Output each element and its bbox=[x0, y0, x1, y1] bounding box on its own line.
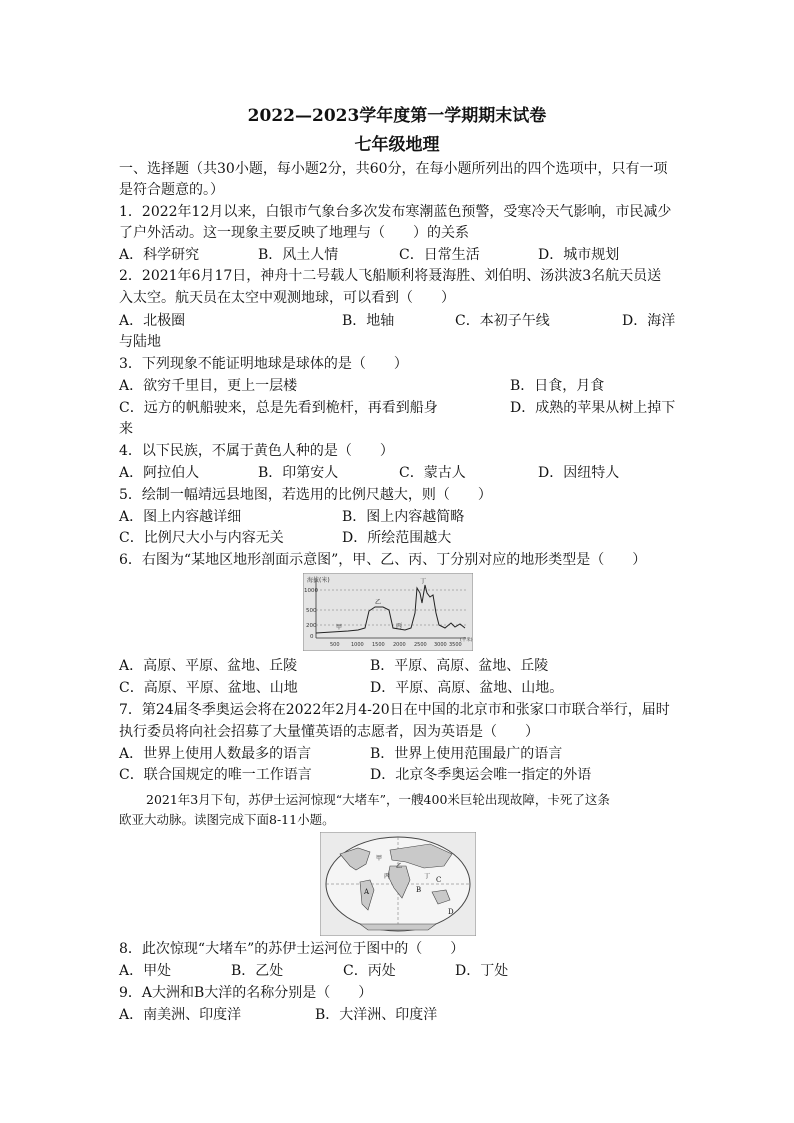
antarctica-shape bbox=[360, 924, 436, 930]
profile-xtick-500: 500 bbox=[330, 642, 340, 648]
q5-option-a[interactable]: A．图上内容越详细 bbox=[119, 509, 242, 525]
question-7-line-2: 执行委员将向社会招募了大量懂英语的志愿者，因为英语是（ ） bbox=[119, 724, 539, 740]
question-8-line-1: 8．此次惊现“大堵车”的苏伊士运河位于图中的（ ） bbox=[119, 941, 465, 957]
q6-option-b[interactable]: B．平原、高原、盆地、丘陵 bbox=[370, 658, 549, 674]
q7-option-d[interactable]: D．北京冬季奥运会唯一指定的外语 bbox=[370, 767, 592, 783]
q2-option-d-continued: 与陆地 bbox=[119, 334, 161, 350]
passage-line-1: 2021年3月下旬，苏伊士运河惊现“大堵车”，一艘400米巨轮出现故障，卡死了这条 bbox=[146, 792, 610, 807]
map-label-d: D bbox=[448, 908, 454, 916]
q8-option-a[interactable]: A．甲处 bbox=[119, 963, 172, 979]
question-4-line-1: 4．以下民族，不属于黄色人种的是（ ） bbox=[119, 443, 394, 459]
map-label-c: C bbox=[436, 876, 442, 884]
section-intro-line-2: 是符合题意的。） bbox=[119, 182, 224, 198]
map-label-yi: 乙 bbox=[396, 863, 403, 870]
q9-option-b[interactable]: B．大洋洲、印度洋 bbox=[315, 1007, 438, 1023]
profile-xtick-1500: 1500 bbox=[372, 642, 385, 648]
q1-option-a[interactable]: A．科学研究 bbox=[119, 247, 200, 263]
q4-option-a[interactable]: A．阿拉伯人 bbox=[119, 465, 200, 481]
q3-option-b[interactable]: B．日食，月食 bbox=[510, 378, 605, 394]
profile-ytick-500: 500 bbox=[306, 608, 317, 614]
map-label-ding: 丁 bbox=[424, 873, 431, 880]
q5-option-c[interactable]: C．比例尺大小与内容无关 bbox=[119, 530, 284, 546]
section-intro-line-1: 一、选择题（共30小题，每小题2分，共60分，在每小题所列出的四个选项中，只有一项 bbox=[119, 161, 668, 177]
profile-label-yi: 乙 bbox=[375, 599, 382, 606]
profile-xtick-1000: 1000 bbox=[351, 642, 364, 648]
profile-xtick-3500: 3500 bbox=[449, 642, 462, 648]
question-5-line-1: 5．绘制一幅靖远县地图，若选用的比例尺越大，则（ ） bbox=[119, 487, 492, 503]
exam-subject: 七年级地理 bbox=[354, 135, 440, 155]
q3-option-c[interactable]: C．远方的帆船驶来，总是先看到桅杆，再看到船身 bbox=[119, 400, 438, 416]
q7-option-a[interactable]: A．世界上使用人数最多的语言 bbox=[119, 746, 312, 762]
q5-option-b[interactable]: B．图上内容越简略 bbox=[342, 509, 465, 525]
question-2-line-2: 入太空。航天员在太空中观测地球，可以看到（ ） bbox=[119, 290, 455, 306]
q6-option-d[interactable]: D．平原、高原、盆地、山地。 bbox=[370, 680, 564, 696]
q2-option-a[interactable]: A．北极圈 bbox=[119, 313, 186, 329]
question-9-line-1: 9．A大洲和B大洋的名称分别是（ ） bbox=[119, 985, 373, 1001]
q2-option-c[interactable]: C．本初子午线 bbox=[455, 313, 550, 329]
q7-option-b[interactable]: B．世界上使用范围最广的语言 bbox=[370, 746, 563, 762]
q8-option-b[interactable]: B．乙处 bbox=[231, 963, 284, 979]
profile-label-bing: 丙 bbox=[396, 623, 403, 630]
q6-option-a[interactable]: A．高原、平原、盆地、丘陵 bbox=[119, 658, 298, 674]
q4-option-d[interactable]: D．因纽特人 bbox=[538, 465, 620, 481]
question-1-line-1: 1．2022年12月以来，白银市气象台多次发布寒潮蓝色预警，受寒冷天气影响，市民减少 bbox=[119, 204, 672, 220]
profile-label-ding: 丁 bbox=[420, 578, 427, 585]
profile-label-jia: 甲 bbox=[336, 624, 343, 631]
q2-option-d[interactable]: D．海洋 bbox=[622, 313, 676, 329]
figure-background bbox=[303, 573, 473, 651]
map-label-b: B bbox=[416, 886, 422, 894]
profile-ytick-0: 0 bbox=[310, 634, 314, 640]
q8-option-d[interactable]: D．丁处 bbox=[455, 963, 509, 979]
question-3-line-1: 3．下列现象不能证明地球是球体的是（ ） bbox=[119, 356, 408, 372]
q6-option-c[interactable]: C．高原、平原、盆地、山地 bbox=[119, 680, 298, 696]
q2-option-b[interactable]: B．地轴 bbox=[342, 313, 395, 329]
q4-option-c[interactable]: C．蒙古人 bbox=[399, 465, 466, 481]
q9-option-a[interactable]: A．南美洲、印度洋 bbox=[119, 1007, 242, 1023]
question-6-line-1: 6．右图为“某地区地形剖面示意图”，甲、乙、丙、丁分别对应的地形类型是（ ） bbox=[119, 552, 647, 568]
q4-option-b[interactable]: B．印第安人 bbox=[258, 465, 339, 481]
q1-option-d[interactable]: D．城市规划 bbox=[538, 247, 620, 263]
q1-option-b[interactable]: B．风土人情 bbox=[258, 247, 339, 263]
q5-option-d[interactable]: D．所绘范围越大 bbox=[342, 530, 452, 546]
q3-option-d[interactable]: D．成熟的苹果从树上掉下 bbox=[510, 400, 676, 416]
q1-option-c[interactable]: C．日常生活 bbox=[399, 247, 480, 263]
profile-xtick-2000: 2000 bbox=[393, 642, 406, 648]
map-label-jia: 甲 bbox=[376, 855, 383, 862]
question-2-line-1: 2．2021年6月17日，神舟十二号载人飞船顺利将聂海胜、刘伯明、汤洪波3名航天员送 bbox=[119, 268, 662, 284]
q8-option-c[interactable]: C．丙处 bbox=[343, 963, 396, 979]
map-label-bing: 丙 bbox=[384, 873, 391, 880]
passage-line-2: 欧亚大动脉。读图完成下面8-11小题。 bbox=[119, 812, 335, 827]
map-label-a: A bbox=[364, 888, 370, 896]
profile-ytick-1000: 1000 bbox=[304, 588, 318, 594]
q3-option-a[interactable]: A．欲穷千里目，更上一层楼 bbox=[119, 378, 298, 394]
question-1-line-2: 了户外活动。这一现象主要反映了地理与（ ）的关系 bbox=[119, 225, 469, 241]
exam-title: 2022—2023学年度第一学期期末试卷 bbox=[247, 106, 547, 126]
q3-option-d-continued: 来 bbox=[119, 421, 133, 437]
terrain-profile-figure bbox=[303, 573, 473, 651]
question-7-line-1: 7．第24届冬季奥运会将在2022年2月4-20日在中国的北京市和张家口市联合举行，届时 bbox=[119, 702, 670, 718]
profile-xtick-2500: 2500 bbox=[414, 642, 427, 648]
world-map-figure bbox=[320, 832, 476, 936]
profile-xunit: (千米) bbox=[460, 638, 473, 643]
profile-ytick-200: 200 bbox=[306, 623, 317, 629]
q7-option-c[interactable]: C．联合国规定的唯一工作语言 bbox=[119, 767, 312, 783]
profile-xtick-3000: 3000 bbox=[434, 642, 447, 648]
profile-ylabel: 海拔(米) bbox=[307, 577, 330, 584]
